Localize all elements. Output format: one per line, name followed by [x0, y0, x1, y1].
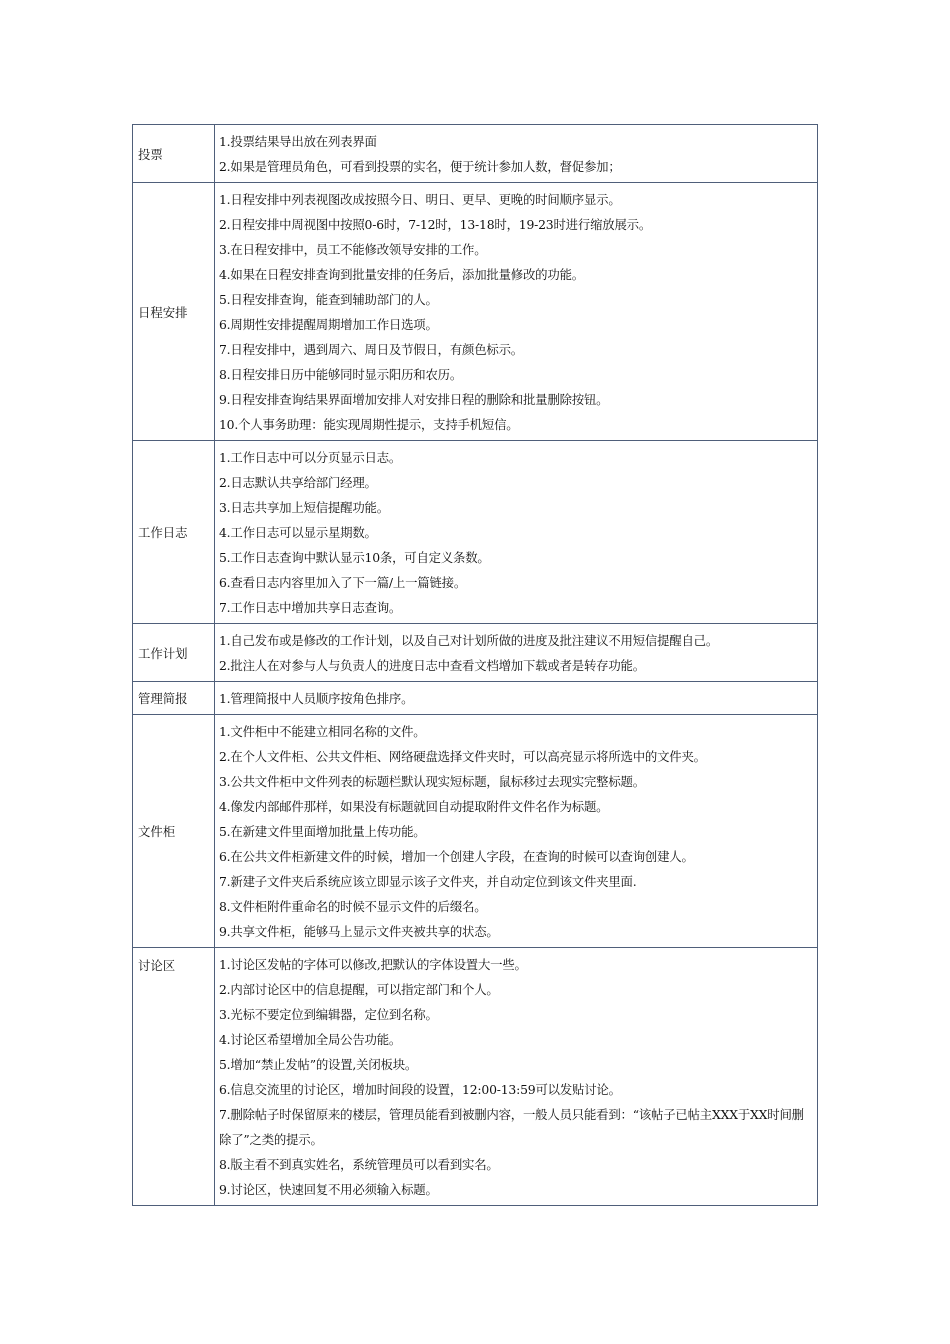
- requirement-item: 2.内部讨论区中的信息提醒，可以指定部门和个人。: [219, 982, 499, 997]
- requirement-item: 7.工作日志中增加共享日志查询。: [219, 600, 402, 615]
- requirement-item: 10.个人事务助理：能实现周期性提示，支持手机短信。: [219, 417, 519, 432]
- requirement-item: 6.查看日志内容里加入了下一篇/上一篇链接。: [219, 575, 467, 590]
- requirement-item: 1.投票结果导出放在列表界面: [219, 134, 377, 149]
- requirement-item: 2.如果是管理员角色，可看到投票的实名，便于统计参加人数，督促参加；: [219, 159, 621, 174]
- requirement-item: 5.工作日志查询中默认显示10条，可自定义条数。: [219, 550, 490, 565]
- requirement-item: 3.光标不要定位到编辑器，定位到名称。: [219, 1007, 438, 1022]
- requirements-table-body: [133, 125, 818, 1206]
- category-cell: 工作日志: [133, 441, 215, 624]
- requirement-item: 8.版主看不到真实姓名，系统管理员可以看到实名。: [219, 1157, 499, 1172]
- requirement-item: 2.日程安排中周视图中按照0-6时，7-12时，13-18时，19-23时进行缩放展示。: [219, 217, 652, 232]
- requirement-item: 3.日志共享加上短信提醒功能。: [219, 500, 389, 515]
- requirement-item: 7.日程安排中，遇到周六、周日及节假日，有颜色标示。: [219, 342, 523, 357]
- requirement-item: 5.在新建文件里面增加批量上传功能。: [219, 824, 426, 839]
- category-cell: 文件柜: [133, 715, 215, 948]
- requirement-item: 1.文件柜中不能建立相同名称的文件。: [219, 724, 426, 739]
- requirement-item: 1.管理简报中人员顺序按角色排序。: [219, 691, 414, 706]
- requirement-item: 5.日程安排查询，能查到辅助部门的人。: [219, 292, 438, 307]
- requirement-item: 6.周期性安排提醒周期增加工作日选项。: [219, 317, 438, 332]
- requirement-item: 8.日程安排日历中能够同时显示阳历和农历。: [219, 367, 463, 382]
- table-row: [133, 624, 818, 682]
- items-cell: [215, 624, 818, 682]
- requirement-item: 4.像发内部邮件那样，如果没有标题就回自动提取附件文件名作为标题。: [219, 799, 609, 814]
- items-cell: [215, 682, 818, 715]
- category-cell: 讨论区: [133, 948, 215, 1206]
- table-row: [133, 682, 818, 715]
- table-row: [133, 948, 818, 1206]
- table-row: [133, 715, 818, 948]
- table-row: [133, 183, 818, 441]
- items-cell: [215, 441, 818, 624]
- requirement-item: 1.自己发布或是修改的工作计划，以及自己对计划所做的进度及批注建议不用短信提醒自己。: [219, 633, 719, 648]
- requirement-item: 9.共享文件柜，能够马上显示文件夹被共享的状态。: [219, 924, 499, 939]
- category-cell: 工作计划: [133, 624, 215, 682]
- items-cell: [215, 183, 818, 441]
- requirement-item: 1.日程安排中列表视图改成按照今日、明日、更早、更晚的时间顺序显示。: [219, 192, 621, 207]
- requirement-item: 4.讨论区希望增加全局公告功能。: [219, 1032, 402, 1047]
- requirement-item: 2.批注人在对参与人与负责人的进度日志中查看文档增加下载或者是转存功能。: [219, 658, 645, 673]
- requirement-item: 2.在个人文件柜、公共文件柜、网络硬盘选择文件夹时，可以高亮显示将所选中的文件夹。: [219, 749, 706, 764]
- requirement-item: 1.工作日志中可以分页显示日志。: [219, 450, 402, 465]
- category-cell: 管理简报: [133, 682, 215, 715]
- items-cell: [215, 948, 818, 1206]
- requirement-item: 6.在公共文件柜新建文件的时候，增加一个创建人字段，在查询的时候可以查询创建人。: [219, 849, 694, 864]
- requirement-item: 3.公共文件柜中文件列表的标题栏默认现实短标题，鼠标移过去现实完整标题。: [219, 774, 645, 789]
- requirement-item: 3.在日程安排中，员工不能修改领导安排的工作。: [219, 242, 487, 257]
- requirement-item: 9.讨论区，快速回复不用必须输入标题。: [219, 1182, 438, 1197]
- table-row: [133, 125, 818, 183]
- requirement-item: 7.新建子文件夹后系统应该立即显示该子文件夹，并自动定位到该文件夹里面.: [219, 874, 637, 889]
- items-cell: [215, 125, 818, 183]
- requirement-item: 9.日程安排查询结果界面增加安排人对安排日程的删除和批量删除按钮。: [219, 392, 609, 407]
- requirement-item: 4.如果在日程安排查询到批量安排的任务后，添加批量修改的功能。: [219, 267, 584, 282]
- category-cell: 日程安排: [133, 183, 215, 441]
- requirements-table: [132, 124, 818, 1206]
- table-row: [133, 441, 818, 624]
- requirement-item: 5.增加“禁止发帖”的设置,关闭板块。: [219, 1057, 418, 1072]
- requirement-item: 1.讨论区发帖的字体可以修改,把默认的字体设置大一些。: [219, 957, 527, 972]
- requirement-item: 2.日志默认共享给部门经理。: [219, 475, 377, 490]
- requirement-item: 6.信息交流里的讨论区，增加时间段的设置，12:00-13:59可以发贴讨论。: [219, 1082, 621, 1097]
- requirement-item: 8.文件柜附件重命名的时候不显示文件的后缀名。: [219, 899, 487, 914]
- category-cell: 投票: [133, 125, 215, 183]
- requirement-item: 7.删除帖子时保留原来的楼层，管理员能看到被删内容，一般人员只能看到：“该帖子已帖主XXX于XX时间删除了”之类的提示。: [219, 1107, 804, 1147]
- requirement-item: 4.工作日志可以显示星期数。: [219, 525, 377, 540]
- items-cell: [215, 715, 818, 948]
